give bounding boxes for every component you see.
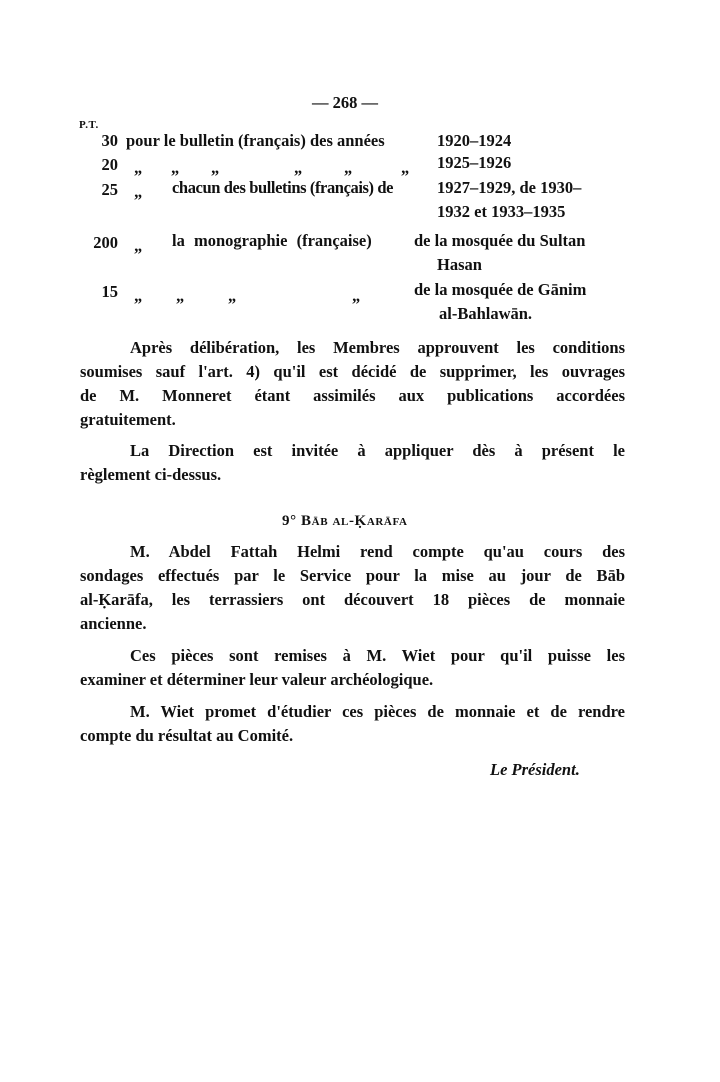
row-years-cont: 1932 et 1933–1935	[437, 202, 566, 221]
price: 15	[101, 282, 118, 301]
row-years: 1927–1929, de 1930–	[437, 178, 582, 197]
ditto-mark: „	[228, 286, 237, 305]
ditto-mark: „	[344, 158, 353, 177]
price: 30	[101, 131, 118, 150]
text-line: examiner et déterminer leur valeur archéologique.	[80, 670, 434, 689]
price: 20	[101, 155, 118, 174]
ditto-mark: „	[211, 158, 220, 177]
section-title: 9° Bāb al-Ḳarāfa	[282, 513, 408, 529]
page-number: — 268 —	[312, 93, 378, 112]
signature: Le Président.	[490, 760, 580, 779]
row-text: la monographie (française)	[172, 231, 372, 250]
text-line: compte du résultat au Comité.	[80, 726, 294, 745]
row-years: 1925–1926	[437, 153, 512, 172]
ditto-mark: „	[401, 158, 410, 177]
row-text: chacun des bulletins (français) de	[172, 178, 394, 197]
ditto-mark: „	[134, 236, 143, 255]
row-detail: de la mosquée du Sultan	[414, 231, 586, 250]
row-detail: de la mosquée de Gānim	[414, 280, 587, 299]
row-years: 1920–1924	[437, 131, 512, 150]
ditto-mark: „	[134, 286, 143, 305]
ditto-mark: „	[294, 158, 303, 177]
row-detail-cont: Hasan	[437, 255, 482, 274]
text-line: de M. Monneret étant assimilés aux publications accordées	[80, 386, 625, 405]
row-detail-cont: al-Bahlawān.	[439, 304, 533, 323]
text-line: La Direction est invitée à appliquer dès à présent le	[130, 441, 625, 460]
text-line: Ces pièces sont remises à M. Wiet pour qu'il puisse les	[130, 646, 625, 665]
price: 200	[93, 233, 118, 252]
text-line: sondages effectués par le Service pour la mise au jour de Bāb	[80, 566, 625, 585]
row-text: pour le bulletin (français) des années	[126, 131, 385, 150]
text-line: gratuitement.	[80, 410, 176, 429]
ditto-mark: „	[134, 158, 143, 177]
text-line: ancienne.	[80, 614, 147, 633]
text-line: Après délibération, les Membres approuvent les conditions	[130, 338, 625, 357]
text-line: règlement ci-dessus.	[80, 465, 222, 484]
price: 25	[101, 180, 118, 199]
text-line: M. Abdel Fattah Helmi rend compte qu'au cours des	[130, 542, 625, 561]
unit-label: P.T.	[79, 119, 99, 131]
ditto-mark: „	[352, 286, 361, 305]
ditto-mark: „	[176, 286, 185, 305]
text-line: M. Wiet promet d'étudier ces pièces de monnaie et de rendre	[130, 702, 625, 721]
text-line: al-Ḳarāfa, les terrassiers ont découvert 18 pièces de monnaie	[80, 590, 625, 609]
ditto-mark: „	[134, 182, 143, 201]
ditto-mark: „	[171, 158, 180, 177]
text-line: soumises sauf l'art. 4) qu'il est décidé de supprimer, les ouvrages	[80, 362, 625, 381]
